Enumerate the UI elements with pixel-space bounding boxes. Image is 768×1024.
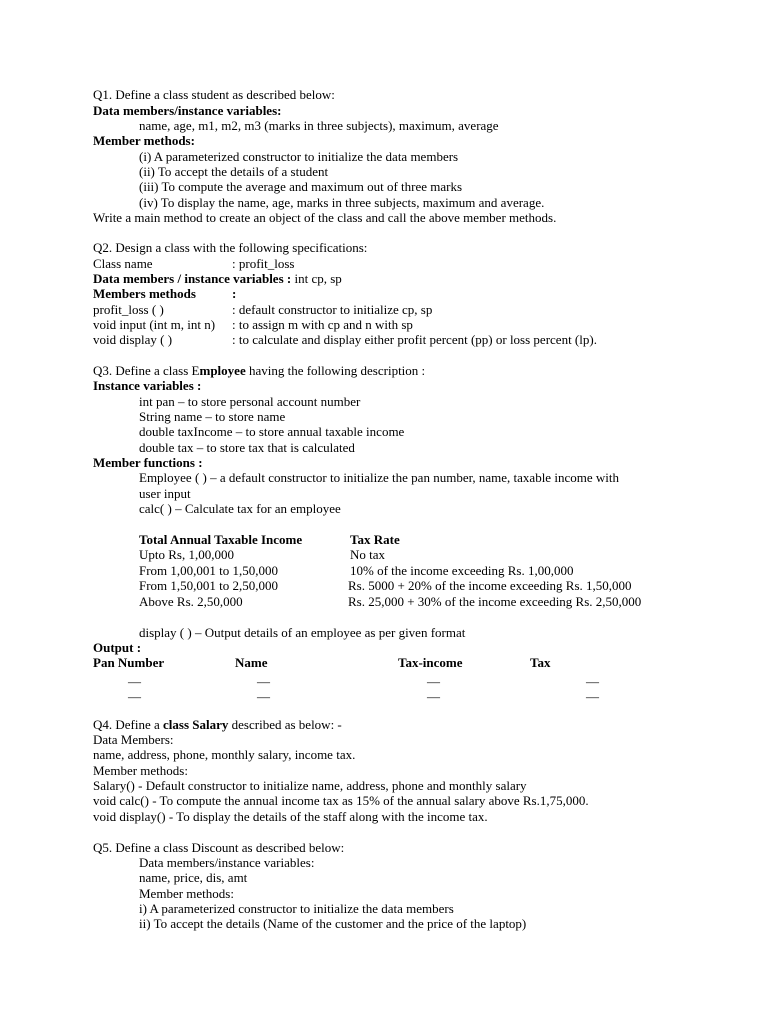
tax-table-cell: Upto Rs, 1,00,000 bbox=[139, 547, 234, 562]
q3-output-heading: Output : bbox=[93, 640, 142, 655]
q2-row-value: : to assign m with cp and n with sp bbox=[232, 317, 413, 332]
output-col-header: Name bbox=[235, 655, 268, 670]
tax-table-cell: Rs. 25,000 + 30% of the income exceeding Rs. 2,50,000 bbox=[348, 594, 642, 609]
tax-table-header: Tax Rate bbox=[350, 532, 400, 547]
q2-title: Q2. Design a class with the following specifications: bbox=[93, 240, 368, 255]
tax-table-cell: Rs. 5000 + 20% of the income exceeding Rs. 1,50,000 bbox=[348, 578, 632, 593]
q4-line: void display() - To display the details of the staff along with the income tax. bbox=[93, 809, 488, 824]
output-col-header: Tax bbox=[530, 655, 551, 670]
q1-method: (iii) To compute the average and maximum out of three marks bbox=[139, 179, 463, 194]
q3-var: double taxIncome – to store annual taxable income bbox=[139, 424, 405, 439]
q3-func: Employee ( ) – a default constructor to initialize the pan number, name, taxable income with bbox=[139, 470, 619, 485]
q4-line: void calc() - To compute the annual income tax as 15% of the annual salary above Rs.1,75,000. bbox=[93, 793, 589, 808]
q2-row-value: : default constructor to initialize cp, sp bbox=[232, 302, 433, 317]
q4-title-bold: class Salary bbox=[163, 717, 229, 732]
q3-var: double tax – to store tax that is calculated bbox=[139, 440, 355, 455]
q2-mm-colon: : bbox=[232, 286, 237, 301]
q3-title-bold: mployee bbox=[199, 363, 246, 378]
q2-row-key: profit_loss ( ) bbox=[93, 302, 164, 317]
q4-title-part: Q4. Define a bbox=[93, 717, 164, 732]
q3-var: String name – to store name bbox=[139, 409, 286, 424]
q4-line: name, address, phone, monthly salary, income tax. bbox=[93, 747, 356, 762]
output-dash: — bbox=[427, 674, 440, 689]
output-dash: — bbox=[586, 689, 599, 704]
q4-line: Data Members: bbox=[93, 732, 174, 747]
output-dash: — bbox=[128, 689, 141, 704]
q3-iv-heading: Instance variables : bbox=[93, 378, 202, 393]
q1-dm-list: name, age, m1, m2, m3 (marks in three subjects), maximum, average bbox=[139, 118, 499, 133]
tax-table-cell: From 1,50,001 to 2,50,000 bbox=[139, 578, 279, 593]
q1-dm-heading: Data members/instance variables: bbox=[93, 103, 282, 118]
q5-line: ii) To accept the details (Name of the customer and the price of the laptop) bbox=[139, 916, 527, 931]
output-col-header: Tax-income bbox=[398, 655, 463, 670]
output-dash: — bbox=[586, 674, 599, 689]
q3-mf-heading: Member functions : bbox=[93, 455, 203, 470]
q1-mm-heading: Member methods: bbox=[93, 133, 195, 148]
tax-table-header: Total Annual Taxable Income bbox=[139, 532, 303, 547]
q3-func: display ( ) – Output details of an employee as per given format bbox=[139, 625, 466, 640]
output-dash: — bbox=[128, 674, 141, 689]
tax-table-cell: From 1,00,001 to 1,50,000 bbox=[139, 563, 279, 578]
output-dash: — bbox=[257, 674, 270, 689]
q3-func: user input bbox=[139, 486, 191, 501]
output-dash: — bbox=[257, 689, 270, 704]
q5-line: Member methods: bbox=[139, 886, 234, 901]
q3-title bbox=[93, 363, 425, 378]
tax-table-cell: 10% of the income exceeding Rs. 1,00,000 bbox=[350, 563, 574, 578]
q2-row-key: void display ( ) bbox=[93, 332, 173, 347]
q4-line: Salary() - Default constructor to initialize name, address, phone and monthly salary bbox=[93, 778, 527, 793]
q4-title bbox=[93, 717, 342, 732]
q5-title: Q5. Define a class Discount as described below: bbox=[93, 840, 345, 855]
q2-row-key: void input (int m, int n) bbox=[93, 317, 216, 332]
q3-func: calc( ) – Calculate tax for an employee bbox=[139, 501, 341, 516]
q2-dm-heading: Data members / instance variables : bbox=[93, 271, 292, 286]
q1-method: (i) A parameterized constructor to initialize the data members bbox=[139, 149, 459, 164]
q5-line: i) A parameterized constructor to initialize the data members bbox=[139, 901, 454, 916]
q3-title-part: Q3. Define a class E bbox=[93, 363, 200, 378]
q1-footer: Write a main method to create an object of the class and call the above member methods. bbox=[93, 210, 557, 225]
q4-title-part: described as below: - bbox=[228, 717, 342, 732]
q1-method: (ii) To accept the details of a student bbox=[139, 164, 329, 179]
tax-table-cell: No tax bbox=[350, 547, 386, 562]
q2-class-value: : profit_loss bbox=[232, 256, 295, 271]
output-dash: — bbox=[427, 689, 440, 704]
q2-class-label: Class name bbox=[93, 256, 153, 271]
output-col-header: Pan Number bbox=[93, 655, 165, 670]
q3-title-part: having the following description : bbox=[245, 363, 426, 378]
q2-dm-value: int cp, sp bbox=[291, 271, 342, 286]
q2-row-value: : to calculate and display either profit percent (pp) or loss percent (lp). bbox=[232, 332, 597, 347]
q2-mm-label: Members methods bbox=[93, 286, 196, 301]
q2-dm-line bbox=[93, 271, 342, 286]
q5-line: name, price, dis, amt bbox=[139, 870, 248, 885]
q3-var: int pan – to store personal account number bbox=[139, 394, 361, 409]
q1-title: Q1. Define a class student as described below: bbox=[93, 87, 335, 102]
q4-line: Member methods: bbox=[93, 763, 188, 778]
q5-line: Data members/instance variables: bbox=[139, 855, 315, 870]
tax-table-cell: Above Rs. 2,50,000 bbox=[139, 594, 243, 609]
q1-method: (iv) To display the name, age, marks in three subjects, maximum and average. bbox=[139, 195, 545, 210]
